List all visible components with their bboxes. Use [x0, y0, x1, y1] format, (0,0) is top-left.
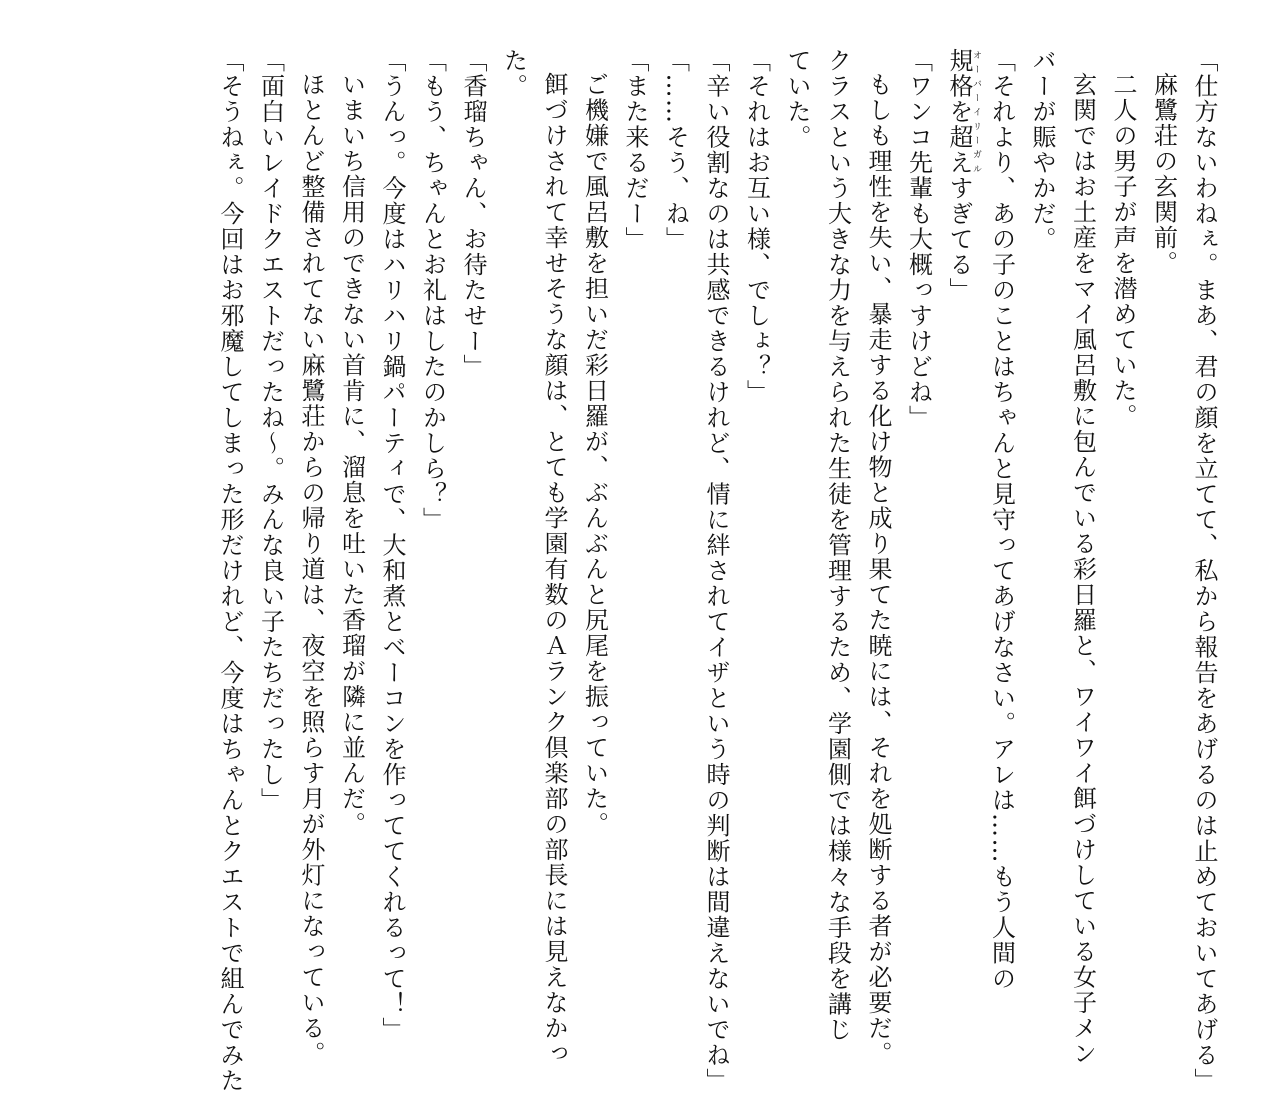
text-line: 「……そう、ね」: [661, 48, 690, 252]
text-line: 「それはお互い様、でしょ？」: [742, 48, 771, 405]
text-line: 麻鷺荘の玄関前。: [1149, 72, 1178, 276]
text-line: クラスという大きな力を与えられた生徒を管理するため、学園側では様々な手段を講じ: [823, 48, 852, 1043]
text-line: 「香瑠ちゃん、お待たせー」: [459, 48, 487, 380]
text-line: 「また来るだー」: [621, 48, 649, 252]
text-line: 「それより、あの子のことはちゃんと見守ってあげなさい。アレは……もう人間の: [987, 48, 1016, 992]
text-line: いまいち信用のできない首肯に、溜息を吐いた香瑠が隣に並んだ。: [337, 72, 366, 837]
text-line: 二人の男子が声を潜めていた。: [1109, 72, 1137, 429]
text-line: [939, 48, 982, 1008]
text-line: バーが賑やかだ。: [1028, 48, 1056, 252]
text-line: 「面白いレイドクエストだったね～。みんな良い子たちだったし」: [256, 48, 285, 813]
text-line: ご機嫌で風呂敷を担いだ彩日羅が、ぶんぶんと尻尾を振っていた。: [580, 72, 609, 837]
text-line: もしも理性を失い、暴走する化け物と成り果てた暁には、それを処断する者が必要だ。: [864, 72, 892, 1067]
ruby-annotation: [945, 48, 981, 176]
text-line: 「ワンコ先輩も大概っすけどね」: [904, 48, 933, 431]
text-line: 「仕方ないわねぇ。まあ、君の顔を立てて、私から報告をあげるのは止めておいてあげる」: [1190, 48, 1218, 1094]
text-line: 「もう、ちゃんとお礼はしたのかしら？」: [418, 48, 447, 533]
ruby-text: オーバーイリーガル: [971, 48, 981, 176]
text-line: 「うんっ。今度はハリハリ鍋パーティで、大和煮とベーコンを作っててくれるって！」: [378, 48, 406, 1043]
text-line: ほとんど整備されてない麻鷺荘からの帰り道は、夜空を照らす月が外灯になっている。: [297, 72, 325, 1067]
vertical-text-body: [54, 48, 1224, 1094]
text-line: た。: [499, 48, 528, 99]
ruby-base: 規格を超え: [945, 48, 973, 176]
text-line: 餌づけされて幸せそうな顔は、とても学園有数のＡランク倶楽部の部長には見えなかっ: [540, 72, 568, 1067]
text-line: ていた。: [783, 48, 811, 150]
text-line: 「辛い役割なのは共感できるけれど、情に絆されてイザという時の判断は間違えないでね」: [702, 48, 730, 1094]
text-line: 玄関ではお土産をマイ風呂敷に包んでいる彩日羅と、ワイワイ餌づけしている女子メン: [1068, 72, 1097, 1067]
text-fragment: すぎてる」: [945, 175, 973, 303]
text-line: 「そうねぇ。今回はお邪魔してしまった形だけれど、今度はちゃんとクエストで組んでみた: [216, 48, 244, 1094]
